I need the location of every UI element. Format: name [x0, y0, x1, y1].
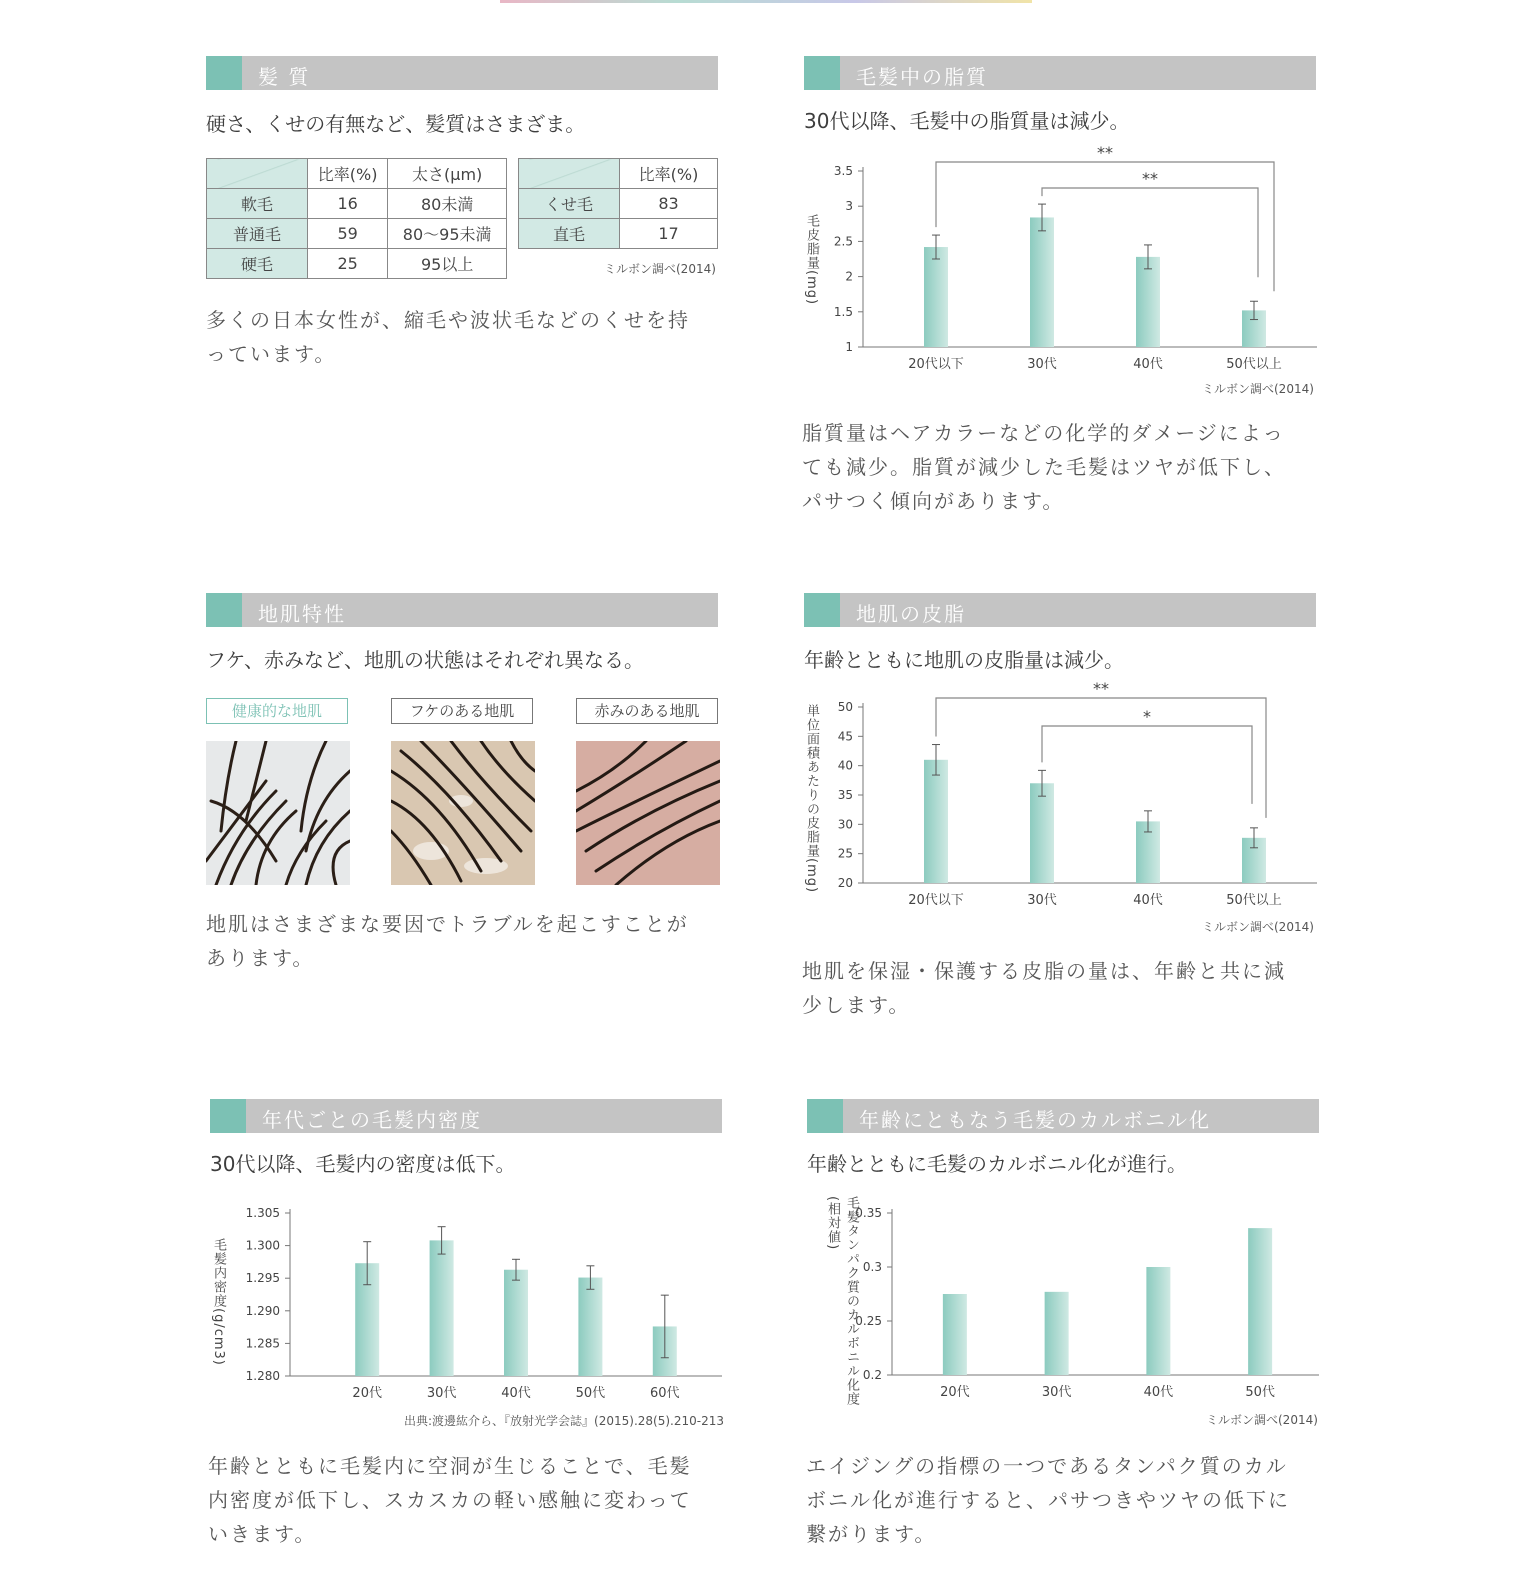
- table-cell: 83: [620, 189, 718, 219]
- healthy-scalp-image: [206, 741, 350, 885]
- y-tick-label: 0.2: [862, 1368, 882, 1382]
- significance-label: **: [1097, 143, 1113, 162]
- section-accent: [206, 593, 242, 627]
- source-credit: ミルボン調べ(2014): [604, 262, 716, 276]
- bar: [1030, 217, 1054, 347]
- bar: [924, 760, 948, 883]
- lipid-bar-chart: [800, 140, 1320, 380]
- significance-bracket: [936, 162, 1274, 291]
- section-accent: [206, 56, 242, 90]
- bar: [1136, 257, 1160, 347]
- x-tick-label: 30代: [1027, 893, 1057, 908]
- y-axis-label: 単位面積あたりの皮脂量(mg): [804, 704, 819, 894]
- source-credit: 出典:渡邊紘介ら、『放射光学会誌』(2015).28(5).210-213: [404, 1414, 724, 1428]
- section-body: [806, 1449, 1290, 1551]
- bar: [1248, 1228, 1272, 1375]
- section-header-scalp: [206, 593, 718, 627]
- y-axis-label: 毛髪タンパク質のカルボニル化度(相対値): [825, 1196, 859, 1406]
- table-header: 太さ(μm): [388, 159, 507, 189]
- hair-curl-table: [518, 158, 718, 249]
- y-tick-label: 1.295: [245, 1271, 280, 1286]
- y-tick-label: 1.305: [245, 1206, 280, 1220]
- section-header-scalp-sebum: [804, 593, 1316, 627]
- table-cell: 80〜95未満: [388, 219, 507, 249]
- body-line: 少します。: [802, 993, 911, 1017]
- section-accent: [210, 1099, 246, 1133]
- x-tick-label: 40代: [1133, 893, 1163, 908]
- significance-bracket: [1042, 726, 1252, 804]
- y-tick-label: 30: [837, 817, 853, 832]
- y-axis-label: 毛皮脂量(mg): [804, 214, 819, 306]
- section-title: 地肌の皮脂: [856, 602, 966, 626]
- section-lead: 30代以降、毛髪中の脂質量は減少。: [804, 109, 1130, 133]
- section-lead: 年齢とともに毛髪のカルボニル化が進行。: [807, 1152, 1187, 1176]
- source-credit: ミルボン調べ(2014): [1202, 382, 1314, 396]
- table-cell: 17: [620, 219, 718, 249]
- scalp-label-healthy: 健康的な地肌: [206, 698, 348, 724]
- table-cell: 25: [308, 249, 388, 279]
- top-gradient-bar: [500, 0, 1032, 3]
- body-line: っています。: [206, 342, 337, 366]
- body-line: 地肌を保湿・保護する皮脂の量は、年齢と共に減: [802, 959, 1286, 983]
- source-credit: ミルボン調べ(2014): [1206, 1413, 1318, 1427]
- x-tick-label: 50代: [1245, 1385, 1275, 1400]
- x-tick-label: 20代以下: [908, 893, 964, 908]
- y-tick-label: 1.280: [245, 1369, 280, 1383]
- table-row: [519, 219, 718, 249]
- y-tick-label: 2.5: [833, 234, 853, 249]
- y-tick-label: 40: [837, 758, 853, 773]
- section-header-hair-quality: [206, 56, 718, 90]
- section-lead: フケ、赤みなど、地肌の状態はそれぞれ異なる。: [206, 648, 644, 672]
- row-label: 普通毛: [207, 219, 308, 249]
- section-header-carbonyl: [807, 1099, 1319, 1133]
- x-tick-label: 50代以上: [1226, 357, 1282, 372]
- density-bar-chart: [210, 1196, 730, 1406]
- row-label: 軟毛: [207, 189, 308, 219]
- section-body: [802, 416, 1286, 518]
- section-body: [206, 303, 690, 371]
- section-header-density: [210, 1099, 722, 1133]
- table-corner: [207, 159, 308, 189]
- table-row: [519, 189, 718, 219]
- table-cell: 95以上: [388, 249, 507, 279]
- y-tick-label: 0.35: [855, 1206, 882, 1220]
- y-tick-label: 35: [837, 788, 853, 802]
- y-tick-label: 2: [845, 269, 853, 284]
- y-tick-label: 20: [837, 876, 853, 890]
- section-title: 毛髪中の脂質: [856, 65, 988, 89]
- body-line: 繋がります。: [806, 1522, 937, 1546]
- x-tick-label: 60代: [650, 1386, 680, 1401]
- bar: [578, 1278, 602, 1376]
- x-tick-label: 20代: [940, 1385, 970, 1400]
- section-lead: 30代以降、毛髪内の密度は低下。: [210, 1152, 516, 1176]
- y-tick-label: 3.5: [833, 164, 853, 178]
- y-tick-label: 3: [845, 199, 853, 214]
- bar: [924, 247, 948, 347]
- section-accent: [807, 1099, 843, 1133]
- y-tick-label: 1.5: [833, 304, 853, 319]
- dandruff-scalp-image: [391, 741, 535, 885]
- body-line: パサつく傾向があります。: [802, 489, 1065, 513]
- redness-scalp-image: [576, 741, 720, 885]
- bar: [430, 1240, 454, 1376]
- x-tick-label: 20代: [352, 1386, 382, 1401]
- scalp-label-dandruff: フケのある地肌: [391, 698, 533, 724]
- section-title: 年齢にともなう毛髪のカルボニル化: [859, 1108, 1211, 1132]
- x-tick-label: 30代: [1041, 1385, 1072, 1400]
- bar: [504, 1270, 528, 1376]
- significance-label: **: [1142, 169, 1158, 188]
- body-line: 多くの日本女性が、縮毛や波状毛などのくせを持: [206, 308, 690, 332]
- x-tick-label: 30代: [1027, 357, 1057, 372]
- table-header: 比率(%): [308, 159, 388, 189]
- section-body: [208, 1449, 692, 1551]
- y-tick-label: 1.290: [245, 1303, 280, 1318]
- body-line: 脂質量はヘアカラーなどの化学的ダメージによっ: [802, 421, 1285, 445]
- bar: [943, 1294, 967, 1375]
- body-line: 年齢とともに毛髪内に空洞が生じることで、毛髪: [208, 1454, 692, 1478]
- body-line: エイジングの指標の一つであるタンパク質のカル: [806, 1454, 1288, 1478]
- significance-label: **: [1093, 679, 1109, 698]
- significance-bracket: [936, 698, 1266, 818]
- significance-label: *: [1143, 707, 1151, 726]
- y-tick-label: 50: [837, 700, 853, 714]
- x-tick-label: 50代: [575, 1386, 606, 1401]
- section-body: [206, 907, 689, 975]
- table-cell: 16: [308, 189, 388, 219]
- y-tick-label: 1.285: [245, 1336, 280, 1351]
- section-title: 年代ごとの毛髪内密度: [262, 1108, 482, 1132]
- section-lead: 年齢とともに地肌の皮脂量は減少。: [804, 648, 1124, 672]
- row-label: 硬毛: [207, 249, 308, 279]
- x-tick-label: 50代以上: [1226, 893, 1282, 908]
- body-line: いきます。: [208, 1522, 317, 1546]
- sebum-bar-chart: [800, 676, 1320, 916]
- scalp-label-redness: 赤みのある地肌: [576, 698, 718, 724]
- y-tick-label: 0.25: [855, 1314, 882, 1328]
- y-tick-label: 45: [837, 729, 853, 744]
- bar: [1030, 783, 1054, 883]
- x-tick-label: 40代: [501, 1386, 531, 1401]
- y-tick-label: 0.3: [862, 1260, 882, 1274]
- x-tick-label: 20代以下: [908, 357, 964, 372]
- x-tick-label: 30代: [426, 1386, 457, 1401]
- body-line: あります。: [206, 946, 315, 970]
- row-label: 直毛: [519, 219, 620, 249]
- section-accent: [804, 56, 840, 90]
- body-line: ボニル化が進行すると、パサつきやツヤの低下に: [806, 1488, 1290, 1512]
- source-credit: ミルボン調べ(2014): [1202, 920, 1314, 934]
- table-cell: 59: [308, 219, 388, 249]
- table-corner: [519, 159, 620, 189]
- table-header-row: [519, 159, 718, 189]
- y-tick-label: 25: [837, 846, 853, 861]
- section-header-hair-lipid: [804, 56, 1316, 90]
- y-tick-label: 1.300: [245, 1238, 280, 1253]
- section-lead: 硬さ、くせの有無など、髪質はさまざま。: [206, 112, 586, 136]
- section-title: 髪 質: [258, 65, 311, 89]
- table-row: [207, 249, 507, 279]
- table-header-row: [207, 159, 507, 189]
- y-axis-label: 毛髪内密度(g/cm3): [211, 1238, 226, 1366]
- row-label: くせ毛: [519, 189, 620, 219]
- section-body: [802, 954, 1286, 1022]
- bar: [1146, 1267, 1170, 1375]
- x-tick-label: 40代: [1143, 1385, 1174, 1400]
- section-title: 地肌特性: [258, 602, 346, 626]
- hair-thickness-table: [206, 158, 507, 279]
- body-line: ても減少。脂質が減少した毛髪はツヤが低下し、: [802, 455, 1286, 479]
- body-line: 地肌はさまざまな要因でトラブルを起こすことが: [206, 912, 689, 936]
- section-accent: [804, 593, 840, 627]
- table-row: [207, 189, 507, 219]
- table-row: [207, 219, 507, 249]
- y-tick-label: 1: [845, 340, 853, 354]
- table-header: 比率(%): [620, 159, 718, 189]
- bar: [1045, 1292, 1069, 1375]
- body-line: 内密度が低下し、スカスカの軽い感触に変わって: [208, 1488, 692, 1512]
- x-tick-label: 40代: [1133, 357, 1163, 372]
- carbonyl-bar-chart: [807, 1196, 1327, 1406]
- table-cell: 80未満: [388, 189, 507, 219]
